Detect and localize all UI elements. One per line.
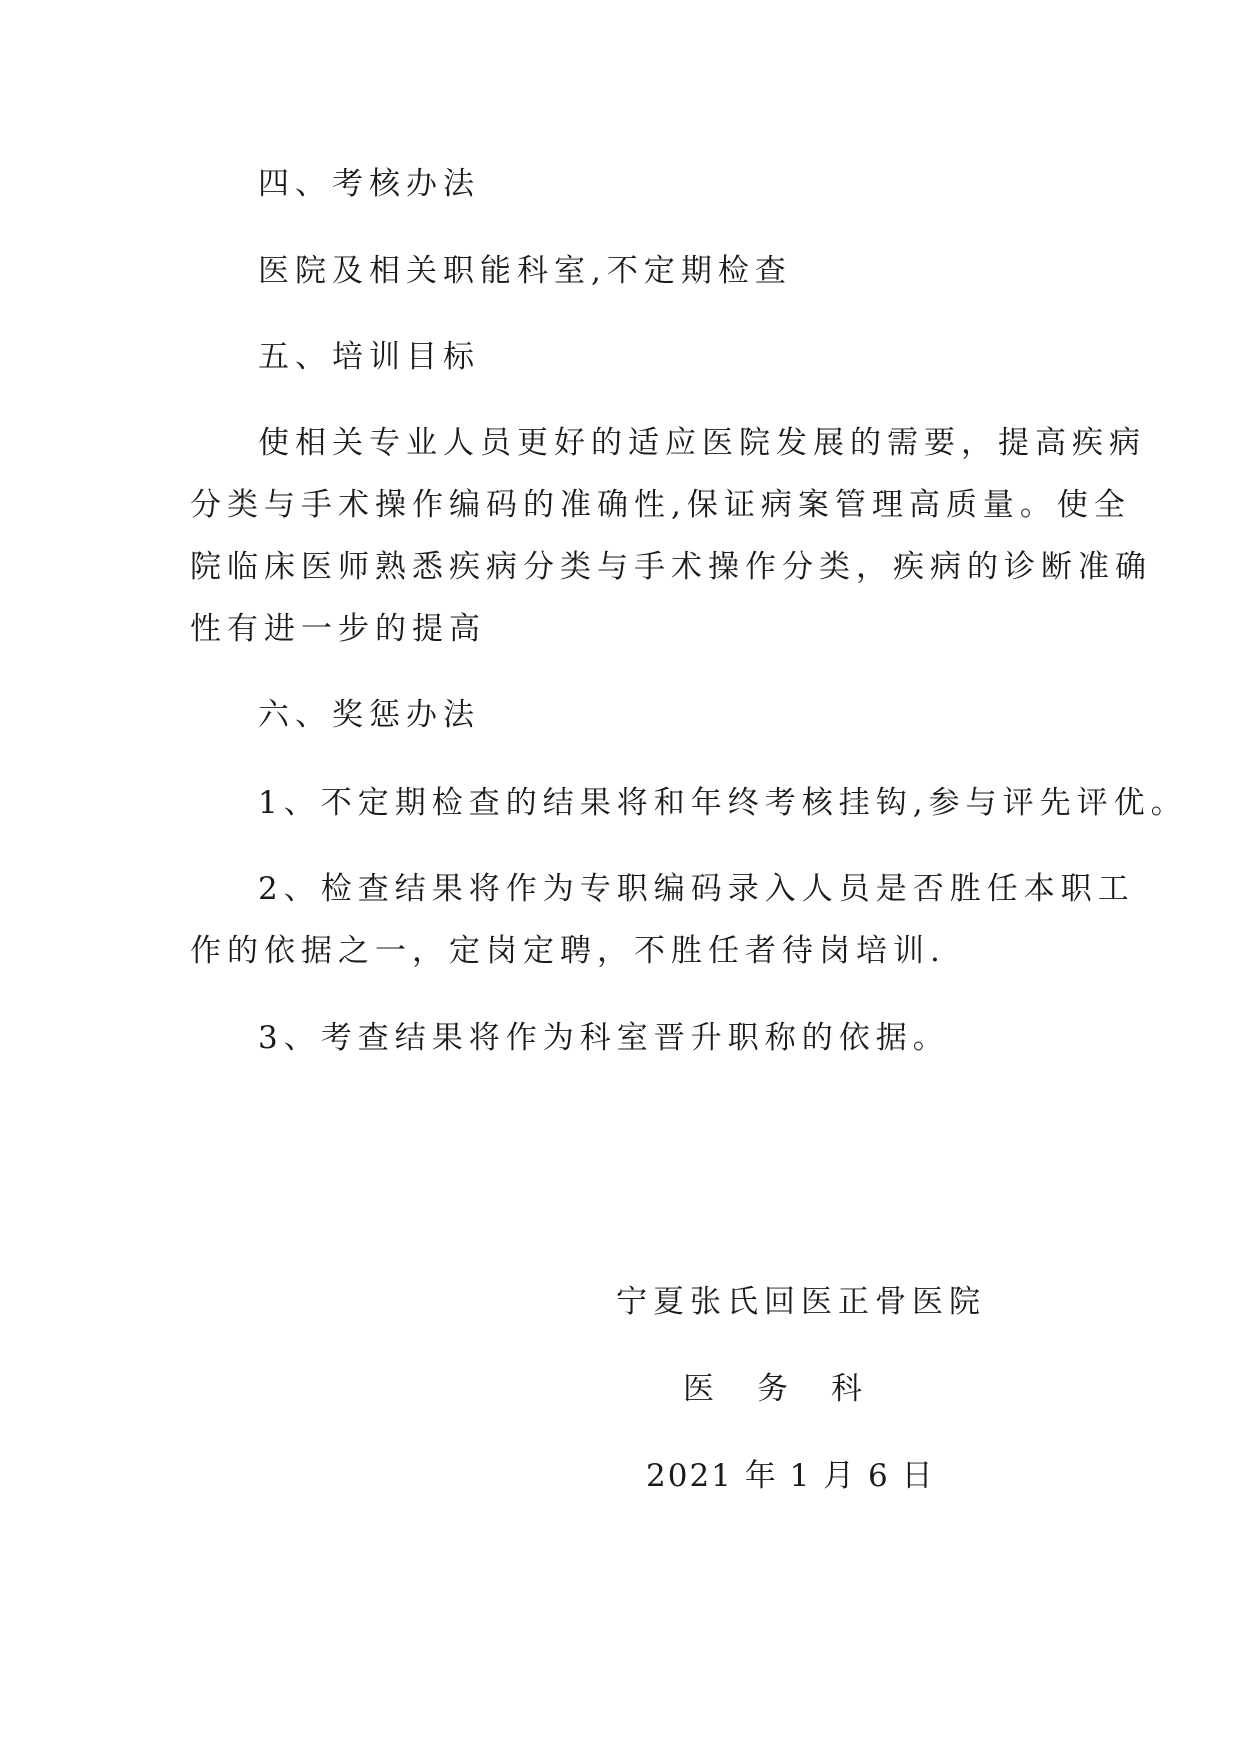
section-4-heading: 四、考核办法 bbox=[258, 166, 480, 202]
section-5-line-1: 使相关专业人员更好的适应医院发展的需要，提高疾病 bbox=[258, 425, 1146, 461]
section-6-item-3: 3、考查结果将作为科室晋升职称的依据。 bbox=[258, 1020, 950, 1056]
section-6-item-1: 1、不定期检查的结果将和年终考核挂钩,参与评先评优。 bbox=[258, 785, 1188, 821]
section-6-item-2-line-2: 作的依据之一，定岗定聘，不胜任者待岗培训. bbox=[190, 933, 946, 969]
section-6-item-2-line-1: 2、检查结果将作为专职编码录入人员是否胜任本职工 bbox=[258, 871, 1135, 907]
section-5-line-2: 分类与手术操作编码的准确性,保证病案管理高质量。使全 bbox=[190, 487, 1131, 523]
section-5-line-4: 性有进一步的提高 bbox=[190, 611, 486, 647]
signature-organization: 宁夏张氏回医正骨医院 bbox=[616, 1284, 986, 1320]
section-4-body: 医院及相关职能科室,不定期检查 bbox=[258, 253, 792, 289]
section-5-line-3: 院临床医师熟悉疾病分类与手术操作分类，疾病的诊断准确 bbox=[190, 549, 1152, 585]
signature-date: 2021 年 1 月 6 日 bbox=[646, 1458, 935, 1494]
section-6-heading: 六、奖惩办法 bbox=[258, 697, 480, 733]
section-5-heading: 五、培训目标 bbox=[258, 339, 480, 375]
signature-department: 医 务 科 bbox=[683, 1371, 868, 1407]
